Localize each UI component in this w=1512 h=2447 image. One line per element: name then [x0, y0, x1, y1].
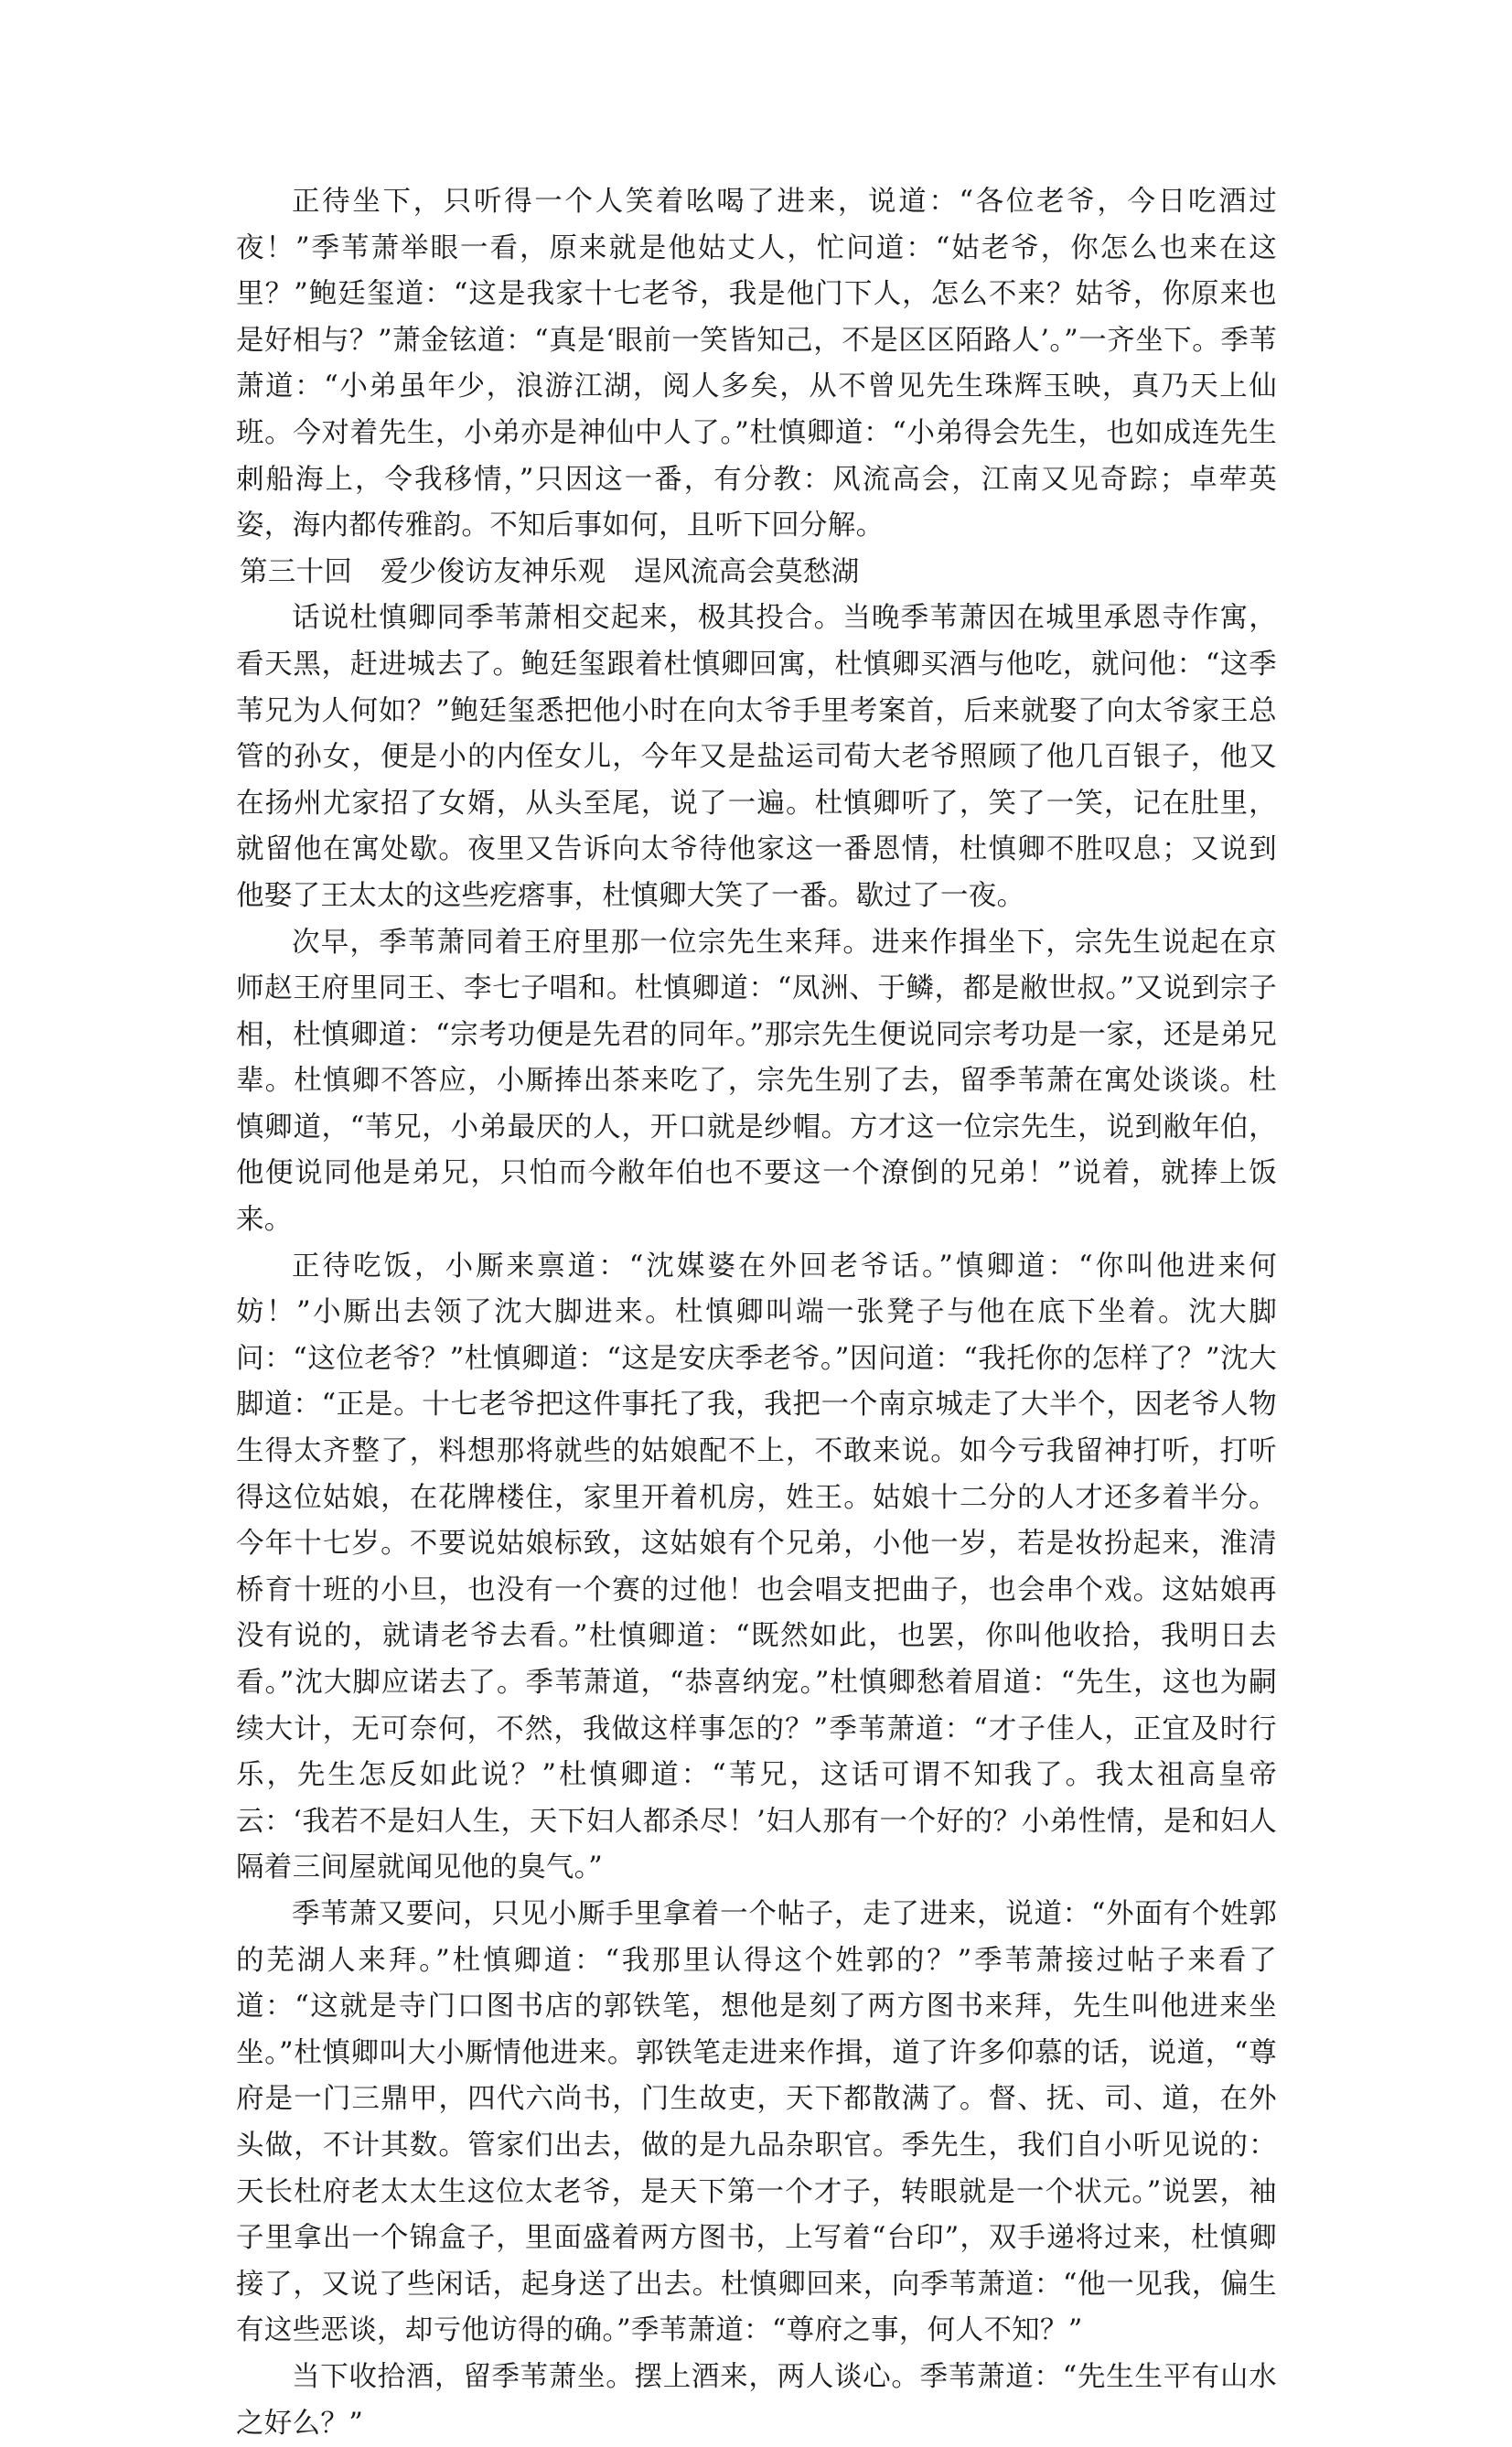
paragraph: 正待吃饭，小厮来禀道：“沈媒婆在外回老爷话。”慎卿道：“你叫他进来何妨！”小厮出去领了沈大脚进来。杜慎卿叫端一张凳子与他在底下坐着。沈大脚问：“这位老爷？”杜慎卿道：“这是安庆季老爷。”因问道：“我托你的怎样了？”沈大脚道：“正是。十七老爷把这件事托了我，我把一个南京城走了大半个，因老爷人物生得太齐整了，料想那将就些的姑娘配不上，不敢来说。如今亏我留神打听，打听得这位姑娘，在花牌楼住，家里开着机房，姓王。姑娘十二分的人才还多着半分。今年十七岁。不要说姑娘标致，这姑娘有个兄弟，小他一岁，若是妆扮起来，淮清桥育十班的小旦，也没有一个赛的过他！也会唱支把曲子，也会串个戏。这姑娘再没有说的，就请老爷去看。”杜慎卿道：“既然如此，也罢，你叫他收拾，我明日去看。”沈大脚应诺去了。季苇萧道，“恭喜纳宠。”杜慎卿愁着眉道：“先生，这也为嗣续大计，无可奈何，不然，我做这样事怎的？”季苇萧道：“才子佳人，正宜及时行乐，先生怎反如此说？”杜慎卿道：“苇兄，这话可谓不知我了。我太祖高皇帝云：‘我若不是妇人生，天下妇人都杀尽！’妇人那有一个好的？小弟性情，是和妇人隔着三间屋就闻见他的臭气。”	[236, 1250, 1277, 1884]
paragraph: 季苇萧又要问，只见小厮手里拿着一个帖子，走了进来，说道：“外面有个姓郭的芜湖人来拜。”杜慎卿道：“我那里认得这个姓郭的？”季苇萧接过帖子来看了道：“这就是寺门口图书店的郭铁笔，想他是刻了两方图书来拜，先生叫他进来坐坐。”杜慎卿叫大小厮情他进来。郭铁笔走进来作揖，道了许多仰慕的话，说道，“尊府是一门三鼎甲，四代六尚书，门生故吏，天下都散满了。督、抚、司、道，在外头做，不计其数。管家们出去，做的是九品杂职官。季先生，我们自小听见说的：天长杜府老太太生这位太老爷，是天下第一个才子，转眼就是一个状元。”说罢，袖子里拿出一个锦盒子，里面盛着两方图书，上写着“台印”，双手递将过来，杜慎卿接了，又说了些闲话，起身送了出去。杜慎卿回来，向季苇萧道：“他一见我，偏生有这些恶谈，却亏他访得的确。”季苇萧道：“尊府之事，何人不知？”	[236, 1897, 1277, 2347]
body-text	[236, 179, 1277, 2447]
paragraph: 正待坐下，只听得一个人笑着吆喝了进来，说道：“各位老爷，今日吃酒过夜！”季苇萧举眼一看，原来就是他姑丈人，忙问道：“姑老爷，你怎么也来在这里？”鲍廷玺道：“这是我家十七老爷，我是他门下人，怎么不来？姑爷，你原来也是好相与？”萧金铉道：“真是‘眼前一笑皆知己，不是区区陌路人’。”一齐坐下。季苇萧道：“小弟虽年少，浪游江湖，阅人多矣，从不曾见先生珠辉玉映，真乃天上仙班。今对着先生，小弟亦是神仙中人了。”杜慎卿道：“小弟得会先生，也如成连先生刺船海上，令我移情，”只因这一番，有分教：风流高会，江南又见奇踪；卓荦英姿，海内都传雅韵。不知后事如何，且听下回分解。	[236, 186, 1277, 542]
paragraph: 当下收拾酒，留季苇萧坐。摆上酒来，两人谈心。季苇萧道：“先生生平有山水之好么？”	[236, 2360, 1277, 2440]
paragraph: 话说杜慎卿同季苇萧相交起来，极其投合。当晚季苇萧因在城里承恩寺作寓，看天黑，赶进城去了。鲍廷玺跟着杜慎卿回寓，杜慎卿买酒与他吃，就问他：“这季苇兄为人何如？”鲍廷玺悉把他小时在向太爷手里考案首，后来就娶了向太爷家王总管的孙女，便是小的内侄女儿，今年又是盐运司荀大老爷照顾了他几百银子，他又在扬州尤家招了女婿，从头至尾，说了一遍。杜慎卿听了，笑了一笑，记在肚里，就留他在寓处歇。夜里又告诉向太爷待他家这一番恩情，杜慎卿不胜叹息；又说到他娶了王太太的这些疙瘩事，杜慎卿大笑了一番。歇过了一夜。	[236, 602, 1277, 912]
chapter-heading: 第三十回 爱少俊访友神乐观 逞风流高会莫愁湖	[240, 555, 860, 588]
paragraph: 次早，季苇萧同着王府里那一位宗先生来拜。进来作揖坐下，宗先生说起在京师赵王府里同王、李七子唱和。杜慎卿道：“凤洲、于鳞，都是敝世叔。”又说到宗子相，杜慎卿道：“宗考功便是先君的同年。”那宗先生便说同宗考功是一家，还是弟兄辈。杜慎卿不答应，小厮捧出茶来吃了，宗先生别了去，留季苇萧在寓处谈谈。杜慎卿道，“苇兄，小弟最厌的人，开口就是纱帽。方才这一位宗先生，说到敝年伯，他便说同他是弟兄，只怕而今敝年伯也不要这一个潦倒的兄弟！”说着，就捧上饭来。	[236, 926, 1277, 1237]
